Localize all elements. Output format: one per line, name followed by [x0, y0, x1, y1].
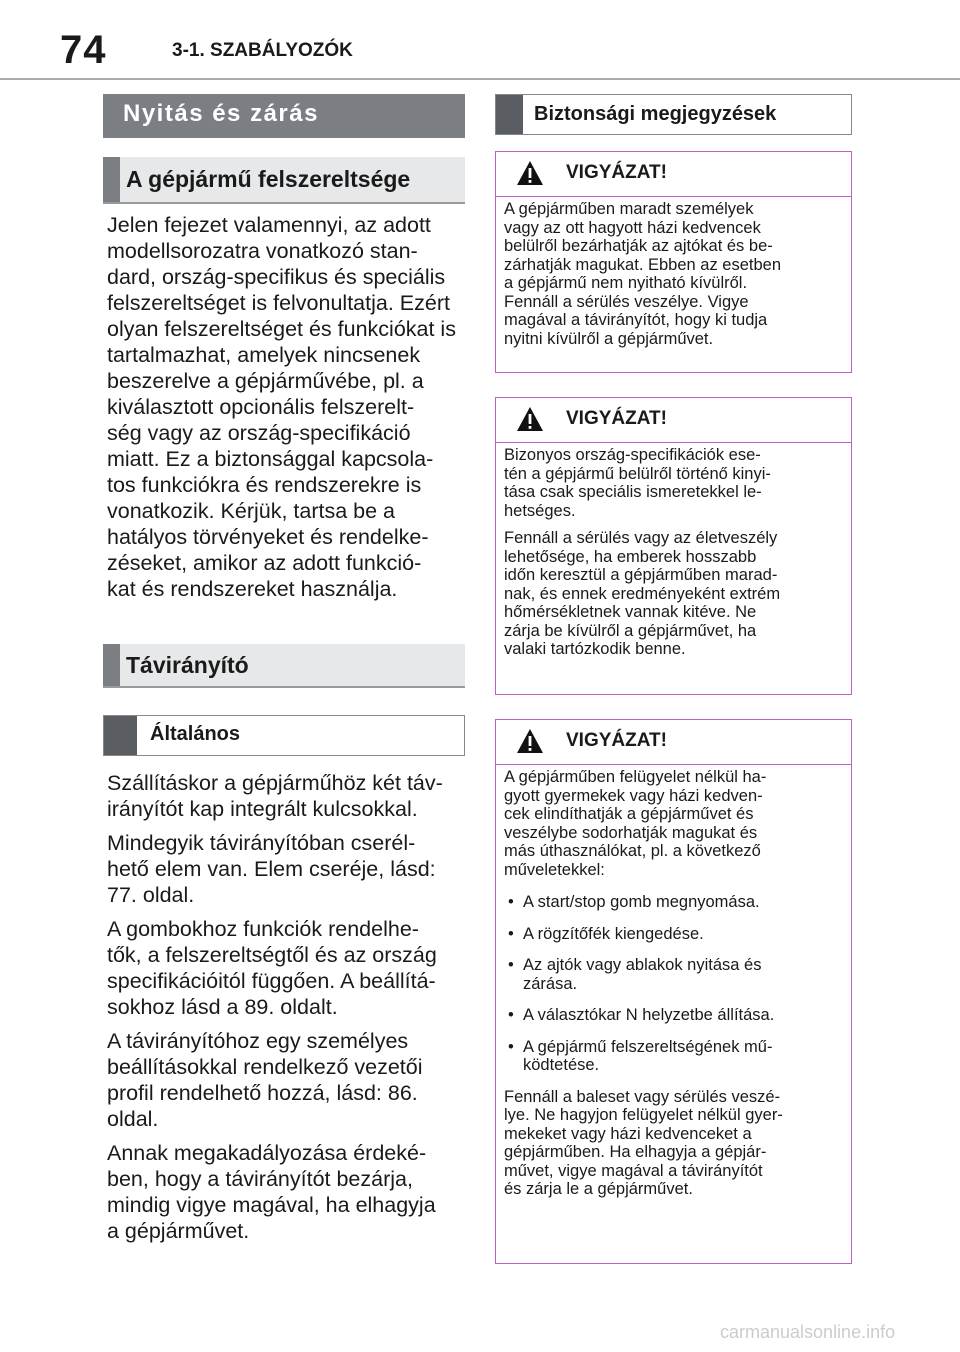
- warning-header: [496, 720, 851, 765]
- text-line: a gépjármű nem nyitható kívülről.: [504, 274, 748, 292]
- text-line: Mindegyik távirányítóban cserél-: [107, 831, 416, 855]
- text-line: Szállításkor a gépjárműhöz két táv-: [107, 771, 443, 795]
- warning-label: VIGYÁZAT!: [566, 162, 667, 183]
- warning-paragraph: [504, 200, 843, 348]
- equipment-heading: A gépjármű felszereltsége: [126, 166, 411, 192]
- text-line: 77. oldal.: [107, 883, 195, 907]
- general-subheading-box: [103, 715, 465, 756]
- text-line: belülről bezárhatják az ajtókat és be-: [504, 237, 773, 255]
- text-line: cek elindíthatják a gépjárművet és: [504, 805, 754, 823]
- text-line: oldal.: [107, 1107, 159, 1131]
- text-line: • A rögzítőfék kiengedése.: [523, 924, 704, 943]
- subheading-bar: [496, 95, 523, 134]
- text-line: tása csak speciális ismeretekkel le-: [504, 483, 762, 501]
- warning-paragraph: [504, 1088, 843, 1199]
- text-line: ködtetése.: [523, 1056, 600, 1074]
- text-line: beszerelve a gépjárművébe, pl. a: [107, 369, 424, 393]
- text-line: a gépjárművet.: [107, 1219, 250, 1243]
- text-line: • A start/stop gomb megnyomása.: [523, 893, 760, 911]
- text-line: hatályos törvényeket és rendelke-: [107, 525, 429, 549]
- text-line: ben, hogy a távirányítót bezárja,: [107, 1167, 413, 1191]
- warning-text-1: [504, 200, 843, 357]
- text-line: ség vagy az ország-specifikáció: [107, 421, 411, 445]
- text-line: magával a távirányítót, hogy ki tudja: [504, 311, 768, 329]
- text-line: Fennáll a baleset vagy sérülés veszé-: [504, 1087, 781, 1106]
- equipment-heading-box: [103, 157, 465, 204]
- text-line: veszélybe sodorhatják magukat és: [504, 823, 758, 842]
- warning-text-2: [504, 446, 843, 668]
- warning-paragraph: [504, 768, 843, 879]
- heading-bar: [103, 157, 120, 202]
- warning-triangle-icon: [516, 160, 544, 186]
- text-line: specifikációitól függően. A beállítá-: [107, 969, 436, 993]
- text-line: A távirányítóhoz egy személyes: [107, 1029, 409, 1053]
- text-line: Annak megakadályozása érdeké-: [107, 1141, 427, 1165]
- text-line: nak, és ennek eredményeként extrém: [504, 584, 781, 603]
- text-line: vonatkozik. Kérjük, tartsa be a: [107, 499, 396, 523]
- text-line: nyitni kívülről a gépjárművet.: [504, 329, 714, 348]
- body-paragraph: [107, 212, 465, 602]
- text-line: hőmérsékletnek vannak kitéve. Ne: [504, 603, 757, 621]
- body-paragraph: [107, 1028, 465, 1132]
- text-line: profil rendelhető hozzá, lásd: 86.: [107, 1081, 418, 1105]
- body-paragraph: [107, 830, 465, 908]
- remote-text: [107, 770, 465, 1252]
- equipment-text: [107, 212, 465, 602]
- text-line: miatt. Ez a biztonsággal kapcsola-: [107, 447, 434, 471]
- text-line: modellsorozatra vonatkozó stan-: [107, 239, 418, 263]
- warning-paragraph: [504, 446, 843, 520]
- text-line: irányítót kap integrált kulcsokkal.: [107, 797, 418, 821]
- warning-box-2: [495, 397, 852, 695]
- text-line: időn keresztül a gépjárműben marad-: [504, 566, 778, 584]
- text-line: zéseket, amikor az adott funkció-: [107, 551, 422, 575]
- general-subheading: Általános: [150, 723, 241, 745]
- text-line: mekeket vagy házi kedvenceket a: [504, 1124, 752, 1143]
- text-line: tartalmazhat, amelyek nincsenek: [107, 343, 421, 367]
- text-line: hetséges.: [504, 501, 576, 520]
- text-line: A gépjárműben felügyelet nélkül ha-: [504, 768, 767, 786]
- warning-box-3: [495, 719, 852, 1264]
- body-paragraph: [107, 916, 465, 1020]
- warning-header: [496, 398, 851, 443]
- text-line: zárja be kívülről a gépjárművet, ha: [504, 621, 757, 640]
- subheading-bar: [104, 716, 137, 755]
- text-line: A gombokhoz funkciók rendelhe-: [107, 917, 419, 941]
- text-line: hető elem van. Elem cseréje, lásd:: [107, 857, 436, 881]
- warning-header: [496, 152, 851, 197]
- remote-heading-box: [103, 644, 465, 688]
- warning-bullet-list: [504, 893, 843, 1075]
- text-line: művet, vigye magával a távirányítót: [504, 1161, 763, 1180]
- body-paragraph: [107, 1140, 465, 1244]
- list-item: [504, 1038, 843, 1075]
- list-item: [504, 1006, 843, 1025]
- warning-triangle-icon: [516, 728, 544, 754]
- warning-box-1: [495, 151, 852, 373]
- text-line: kat és rendszereket használja.: [107, 577, 398, 601]
- header-divider: [0, 78, 960, 80]
- body-paragraph: [107, 770, 465, 822]
- text-line: dard, ország-specifikus és speciális: [107, 265, 446, 289]
- text-line: Fennáll a sérülés vagy az életveszély: [504, 529, 778, 547]
- footer-watermark: carmanualsonline.info: [720, 1322, 896, 1342]
- page-number: 74: [60, 28, 107, 72]
- text-line: Bizonyos ország-specifikációk ese-: [504, 446, 761, 464]
- section-title: Nyitás és zárás: [103, 94, 465, 138]
- text-line: • Az ajtók vagy ablakok nyitása és: [523, 956, 762, 974]
- text-line: • A választókar N helyzetbe állítása.: [523, 1006, 775, 1024]
- text-line: zárása.: [523, 974, 578, 993]
- text-line: tén a gépjármű belülről történő kinyi-: [504, 464, 771, 483]
- warning-label: VIGYÁZAT!: [566, 730, 667, 751]
- text-line: Jelen fejezet valamennyi, az adott: [107, 213, 431, 237]
- list-item: [504, 925, 843, 944]
- warning-paragraph: [504, 529, 843, 659]
- text-line: műveletekkel:: [504, 860, 605, 879]
- text-line: valaki tartózkodik benne.: [504, 640, 686, 658]
- text-line: beállításokkal rendelkező vezetői: [107, 1055, 423, 1079]
- warning-label: VIGYÁZAT!: [566, 408, 667, 429]
- text-line: más úthasználókat, pl. a következő: [504, 842, 761, 860]
- text-line: tos funkciókra és rendszerekre is: [107, 473, 422, 497]
- text-line: gépjárműben. Ha elhagyja a gépjár-: [504, 1143, 767, 1161]
- warning-triangle-icon: [516, 406, 544, 432]
- list-item: [504, 893, 843, 912]
- remote-heading: Távirányító: [126, 652, 249, 678]
- text-line: Fennáll a sérülés veszélye. Vigye: [504, 292, 749, 311]
- safety-heading-box: [495, 94, 852, 135]
- warning-text-3: [504, 768, 843, 1208]
- text-line: zárhatják magukat. Ebben az esetben: [504, 255, 782, 274]
- text-line: mindig vigye magával, ha elhagyja: [107, 1193, 436, 1217]
- text-line: sokhoz lásd a 89. oldalt.: [107, 995, 338, 1019]
- text-line: lye. Ne hagyjon felügyelet nélkül gyer-: [504, 1106, 783, 1124]
- text-line: lehetősége, ha emberek hosszabb: [504, 547, 757, 566]
- chapter-title: 3-1. SZABÁLYOZÓK: [172, 40, 353, 61]
- text-line: olyan felszereltséget és funkciókat is: [107, 317, 456, 341]
- text-line: gyott gyermekek vagy házi kedven-: [504, 786, 763, 805]
- text-line: és zárja le a gépjárművet.: [504, 1180, 693, 1198]
- heading-bar: [103, 644, 120, 686]
- text-line: vagy az ott hagyott házi kedvencek: [504, 218, 761, 237]
- safety-heading: Biztonsági megjegyzések: [534, 103, 777, 125]
- text-line: kiválasztott opcionális felszerelt-: [107, 395, 415, 419]
- text-line: A gépjárműben maradt személyek: [504, 200, 754, 218]
- text-line: felszereltséget is felvonultatja. Ezért: [107, 291, 450, 315]
- text-line: tők, a felszereltségtől és az ország: [107, 943, 437, 967]
- list-item: [504, 956, 843, 993]
- text-line: • A gépjármű felszereltségének mű-: [523, 1037, 773, 1056]
